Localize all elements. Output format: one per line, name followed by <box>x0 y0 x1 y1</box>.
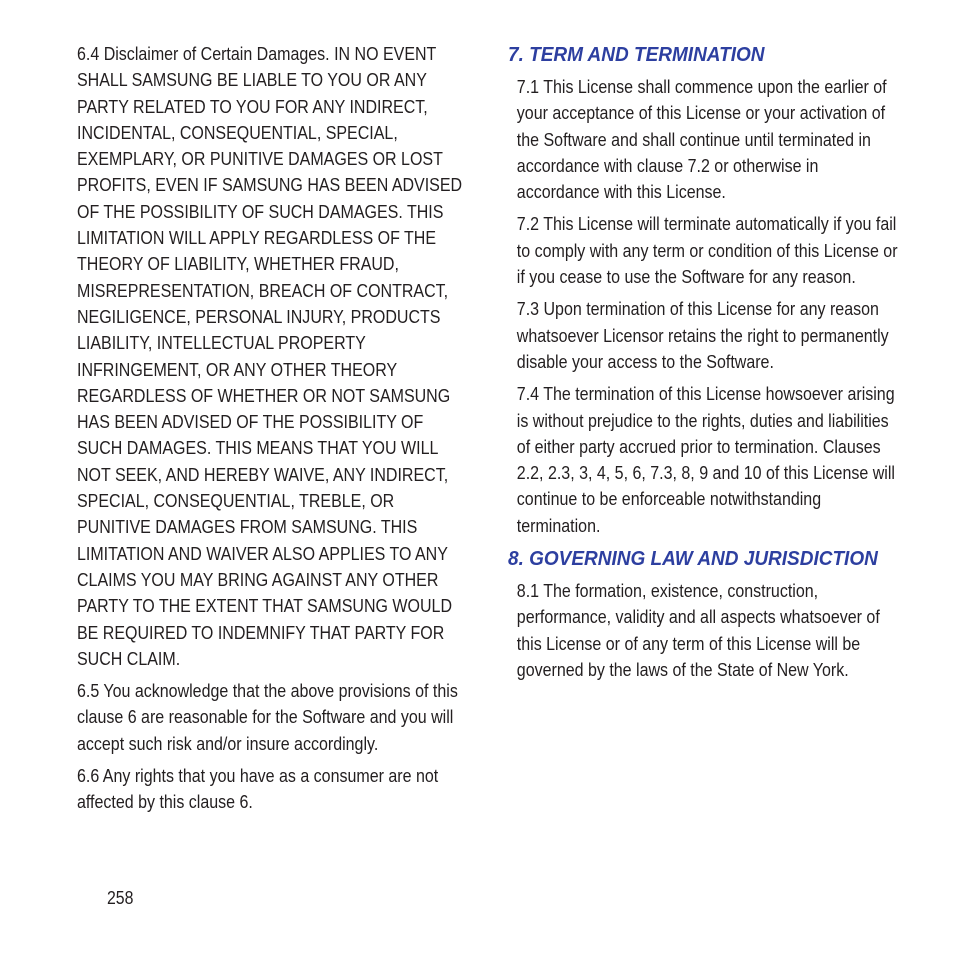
clause-6-6-paragraph: 6.6 Any rights that you have as a consumer are not affected by this clause 6. <box>77 766 439 813</box>
clause-7-1-paragraph: 7.1 This License shall commence upon the earlier of your acceptance of this License or your activation of the Software and shall continue until terminated in accordance with clause 7.2 or otherwise in accordance with this License. <box>516 77 887 203</box>
page-number: 258 <box>107 888 134 908</box>
clause-7-2-paragraph: 7.2 This License will terminate automatically if you fail to comply with any term or condition of this License or if you cease to use the Software for any reason. <box>516 214 898 288</box>
clause-6-4-paragraph: 6.4 Disclaimer of Certain Damages. IN NO EVENT SHALL SAMSUNG BE LIABLE TO YOU OR ANY PARTY RELATED TO YOU FOR ANY INDIRECT, INCIDENTAL, CONSEQUENTIAL, SPECIAL, EXEMPLARY, OR PUNITIVE DAMAGES OR LOST PROFITS, EVEN IF SAMSUNG HAS BEEN ADVISED OF THE POSSIBILITY OF SUCH DAMAGES. THIS LIMITATION WILL APPLY REGARDLESS OF THE THEORY OF LIABILITY, WHETHER FRAUD, MISREPRESENTATION, BREACH OF CONTRACT, NEGILIGENCE, PERSONAL INJURY, PRODUCTS LIABILITY, INTELLECTUAL PROPERTY INFRINGEMENT, OR ANY OTHER THEORY REGARDLESS OF WHETHER OR NOT SAMSUNG HAS BEEN ADVISED OF THE POSSIBILITY OF SUCH DAMAGES. THIS MEANS THAT YOU WILL NOT SEEK, AND HEREBY WAIVE, ANY INDIRECT, SPECIAL, CONSEQUENTIAL, TREBLE, OR PUNITIVE DAMAGES FROM SAMSUNG. THIS LIMITATION AND WAIVER ALSO APPLIES TO ANY CLAIMS YOU MAY BRING AGAINST ANY OTHER PARTY TO THE EXTENT THAT SAMSUNG WOULD BE REQUIRED TO INDEMNIFY THAT PARTY FOR SUCH CLAIM. <box>77 44 463 669</box>
section-8-heading: 8. GOVERNING LAW AND JURISDICTION <box>508 548 878 571</box>
clause-7-4-paragraph: 7.4 The termination of this License howsoever arising is without prejudice to the rights, duties and liabilities of either party accrued prior to termination. Clauses 2.2, 2.3, 3, 4, 5, 6, 7.3, 8, 9 and 10 of this License will continue to be enforceable notwithstanding termination. <box>516 384 895 536</box>
left-column <box>77 41 462 822</box>
clause-6-5-paragraph: 6.5 You acknowledge that the above provisions of this clause 6 are reasonable for the Software and you will accept such risk and/or insure accordingly. <box>77 681 458 754</box>
clause-7-3-paragraph: 7.3 Upon termination of this License for any reason whatsoever Licensor retains the right to permanently disable your access to the Software. <box>516 299 889 372</box>
section-7-heading: 7. TERM AND TERMINATION <box>508 44 765 66</box>
clause-8-1-paragraph: 8.1 The formation, existence, construction, performance, validity and all aspects whatsoever of this License or of any term of this License will be governed by the laws of the State of New York. <box>516 581 880 680</box>
right-column <box>508 41 903 689</box>
